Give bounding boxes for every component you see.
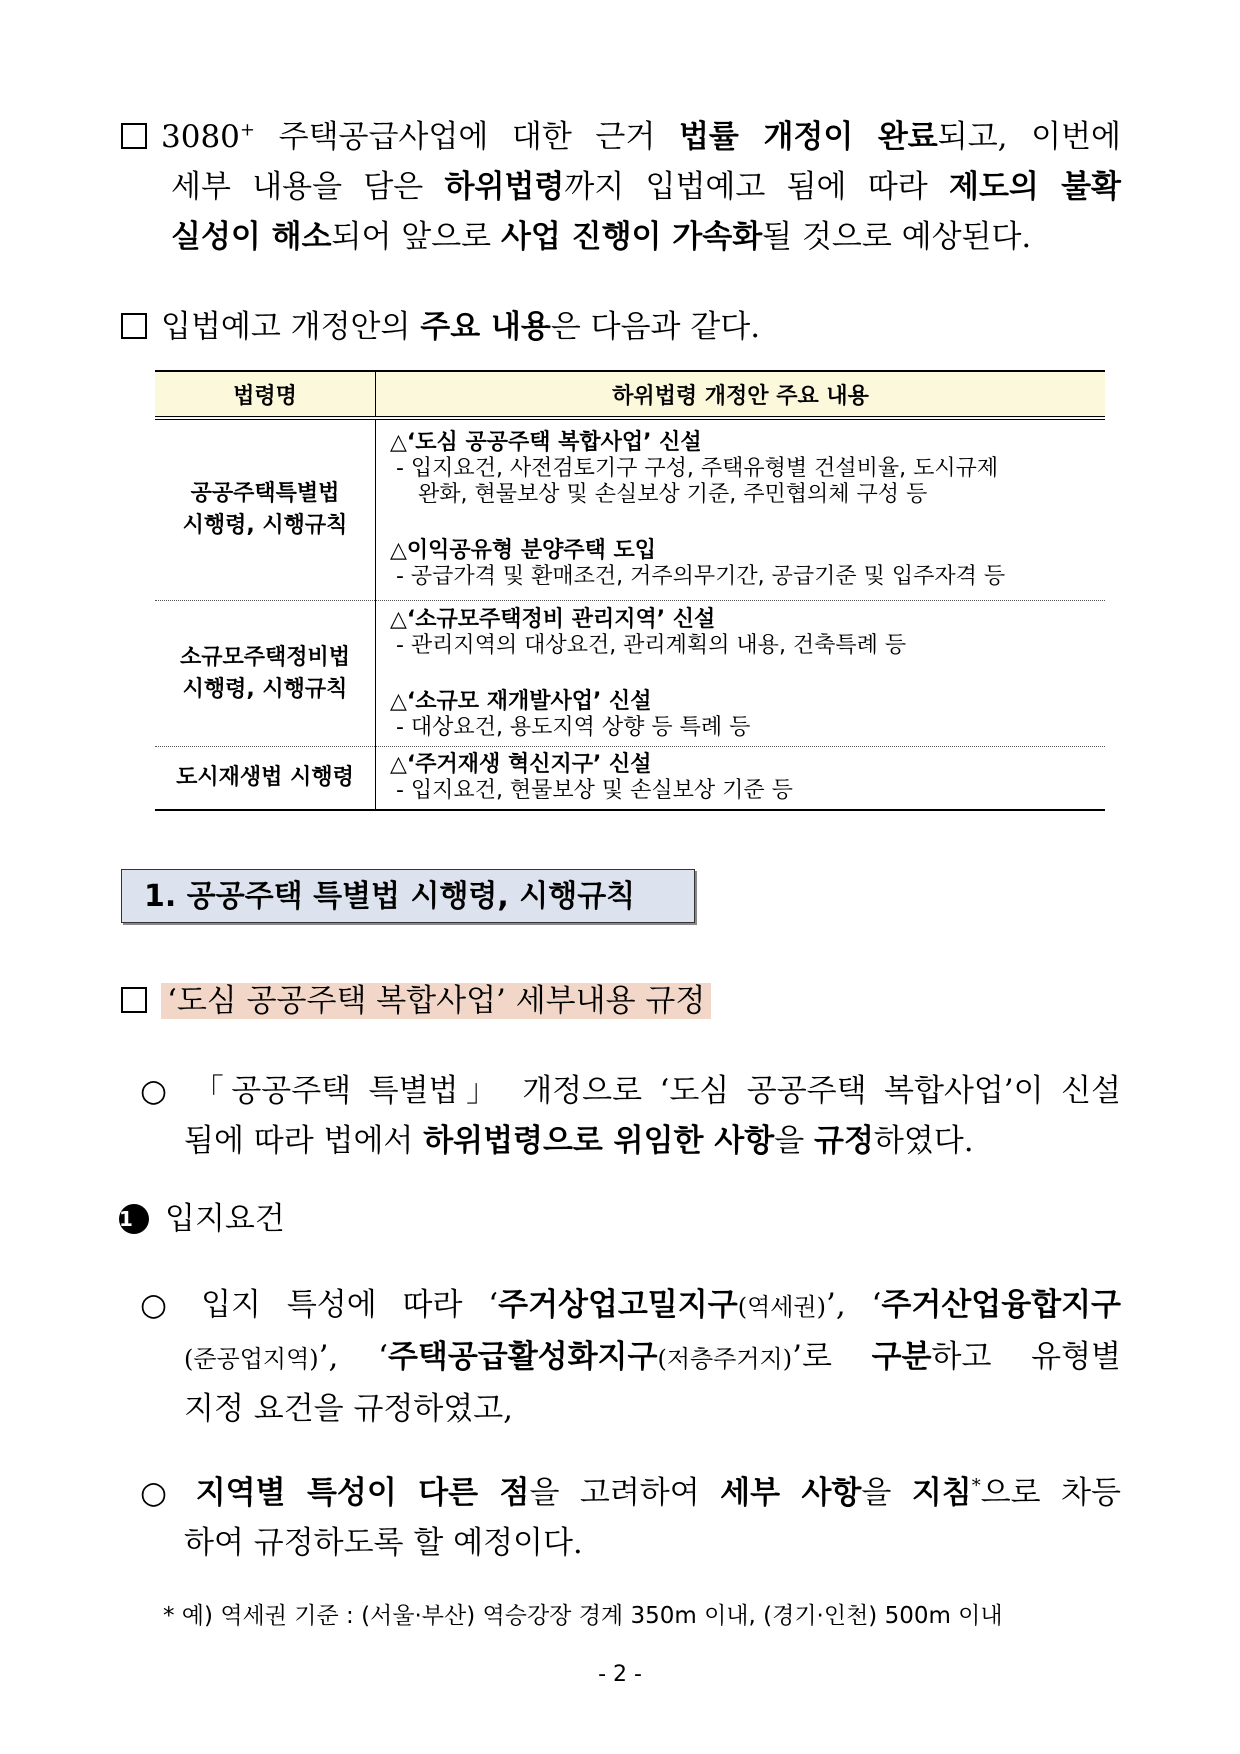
checkbox-bullet-icon	[121, 313, 147, 339]
law-name-line: 시행령, 시행규칙	[182, 676, 348, 702]
small-text: (저층주거지)	[657, 1345, 793, 1373]
text: ’, ‘	[318, 1339, 388, 1375]
contents-cell	[376, 418, 1106, 601]
text: 하였다.	[873, 1123, 974, 1159]
paragraph-location-types	[140, 1280, 1121, 1434]
bold-text: 세부 사항	[720, 1475, 862, 1511]
text: 되고, 이번에	[937, 119, 1121, 155]
text: 주택공급사업에 대한 근거	[255, 119, 679, 155]
item-title: 입지요건	[165, 1201, 285, 1237]
circle-bullet-icon: ○	[140, 1287, 184, 1323]
text: 지정 요건을 규정하였고,	[184, 1391, 514, 1427]
contents-cell	[376, 747, 1106, 811]
bold-text: 주택공급활성화지구	[387, 1339, 658, 1375]
law-name-cell	[155, 747, 376, 811]
text: 을 고려하여	[529, 1475, 721, 1511]
item-heading: △‘소규모주택정비 관리지역’ 신설	[390, 606, 716, 632]
checkbox-bullet-icon	[121, 123, 147, 149]
subsection-title	[121, 976, 1121, 1026]
intro-paragraph	[121, 112, 1121, 262]
table-header-contents: 하위법령 개정안 주요 내용	[376, 371, 1106, 418]
checkbox-bullet-icon	[121, 987, 147, 1013]
text: 하고 유형별	[931, 1339, 1121, 1375]
law-name-cell	[155, 418, 376, 601]
text: 입법예고 개정안의	[161, 309, 421, 345]
bold-text: 규정	[814, 1123, 874, 1159]
item-detail: - 관리지역의 대상요건, 관리계획의 내용, 건축특례 등	[396, 632, 907, 658]
bold-text: 주거산업융합지구	[881, 1287, 1121, 1323]
text: 을	[774, 1123, 814, 1159]
small-text: (역세권)	[737, 1293, 826, 1321]
text: ’로	[792, 1339, 872, 1375]
item-heading-location	[119, 1194, 719, 1244]
page-number: - 2 -	[598, 1662, 642, 1687]
superscript: +	[239, 119, 255, 141]
bold-text: 제도의 불확	[949, 169, 1121, 205]
footnote: * 예) 역세권 기준 : (서울·부산) 역승강장 경계 350m 이내, (경기·인천) 500m 이내	[163, 1603, 1003, 1629]
bold-text: 하위법령	[444, 169, 565, 205]
text: 「공공주택 특별법」 개정으로 ‘도심 공공주택 복합사업’이 신설	[192, 1073, 1121, 1109]
circle-bullet-icon: ○	[140, 1475, 178, 1511]
bold-text: 실성이 해소	[171, 219, 332, 255]
item-heading: △이익공유형 분양주택 도입	[390, 538, 657, 563]
law-name-cell	[155, 601, 376, 747]
bold-text: 사업 진행이 가속화	[500, 219, 763, 255]
law-name-line: 소규모주택정비법	[179, 644, 351, 670]
law-name-line: 도시재생법 시행령	[176, 765, 354, 790]
text: ’, ‘	[825, 1287, 882, 1323]
law-name-line: 공공주택특별법	[190, 481, 340, 506]
circle-bullet-icon: ○	[140, 1073, 175, 1109]
table-intro-paragraph	[121, 302, 1121, 352]
bold-text: 지침	[911, 1475, 972, 1511]
bold-text: 지역별 특성이 다른 점	[195, 1475, 530, 1511]
text: 을	[861, 1475, 912, 1511]
text: 하여 규정하도록 할 예정이다.	[184, 1525, 583, 1561]
bold-text: 구분	[871, 1339, 932, 1375]
table-header-law-name: 법령명	[155, 371, 376, 418]
table-row	[155, 418, 1105, 601]
item-detail: 완화, 현물보상 및 손실보상 기준, 주민협의체 구성 등	[418, 482, 928, 507]
small-text: (준공업지역)	[184, 1345, 319, 1373]
superscript: *	[971, 1475, 981, 1497]
bold-text: 주거상업고밀지구	[498, 1287, 738, 1323]
numbered-circle-icon: 1	[119, 1204, 149, 1234]
paragraph-guidelines	[140, 1468, 1121, 1568]
section-title: 1. 공공주택 특별법 시행령, 시행규칙	[121, 869, 695, 923]
bold-text: 주요 내용	[420, 309, 551, 345]
text: 으로 차등	[980, 1475, 1122, 1511]
table-row	[155, 601, 1105, 747]
highlighted-title: ‘도심 공공주택 복합사업’ 세부내용 규정	[161, 983, 711, 1019]
table-header-row	[155, 371, 1105, 418]
item-detail: - 공급가격 및 환매조건, 거주의무기간, 공급기준 및 입주자격 등	[396, 564, 1006, 589]
text: 입지 특성에 따라 ‘	[201, 1287, 499, 1323]
table-row	[155, 747, 1105, 811]
bold-text: 법률 개정이 완료	[678, 119, 938, 155]
bold-text: 하위법령으로 위임한 사항	[423, 1123, 775, 1159]
text: 되어 앞으로	[331, 219, 501, 255]
text: 은 다음과 같다.	[550, 309, 761, 345]
text: 까지 입법예고 됨에 따라	[564, 169, 950, 205]
text: 될 것으로 예상된다.	[762, 219, 1032, 255]
item-detail: - 입지요건, 사전검토기구 구성, 주택유형별 건설비율, 도시규제	[396, 456, 999, 481]
item-detail: - 입지요건, 현물보상 및 손실보상 기준 등	[396, 778, 793, 803]
text: 됨에 따라 법에서	[184, 1123, 424, 1159]
paragraph-law-revision	[140, 1066, 1121, 1166]
item-heading: △‘소규모 재개발사업’ 신설	[390, 688, 652, 714]
item-heading: △‘주거재생 혁신지구’ 신설	[390, 752, 652, 777]
text: 세부 내용을 담은	[171, 169, 445, 205]
item-heading: △‘도심 공공주택 복합사업’ 신설	[390, 430, 702, 455]
item-detail: - 대상요건, 용도지역 상향 등 특례 등	[396, 714, 751, 740]
text: 3080	[161, 119, 240, 155]
law-amendment-table	[155, 370, 1105, 811]
contents-cell	[376, 601, 1106, 747]
law-name-line: 시행령, 시행규칙	[182, 513, 348, 538]
